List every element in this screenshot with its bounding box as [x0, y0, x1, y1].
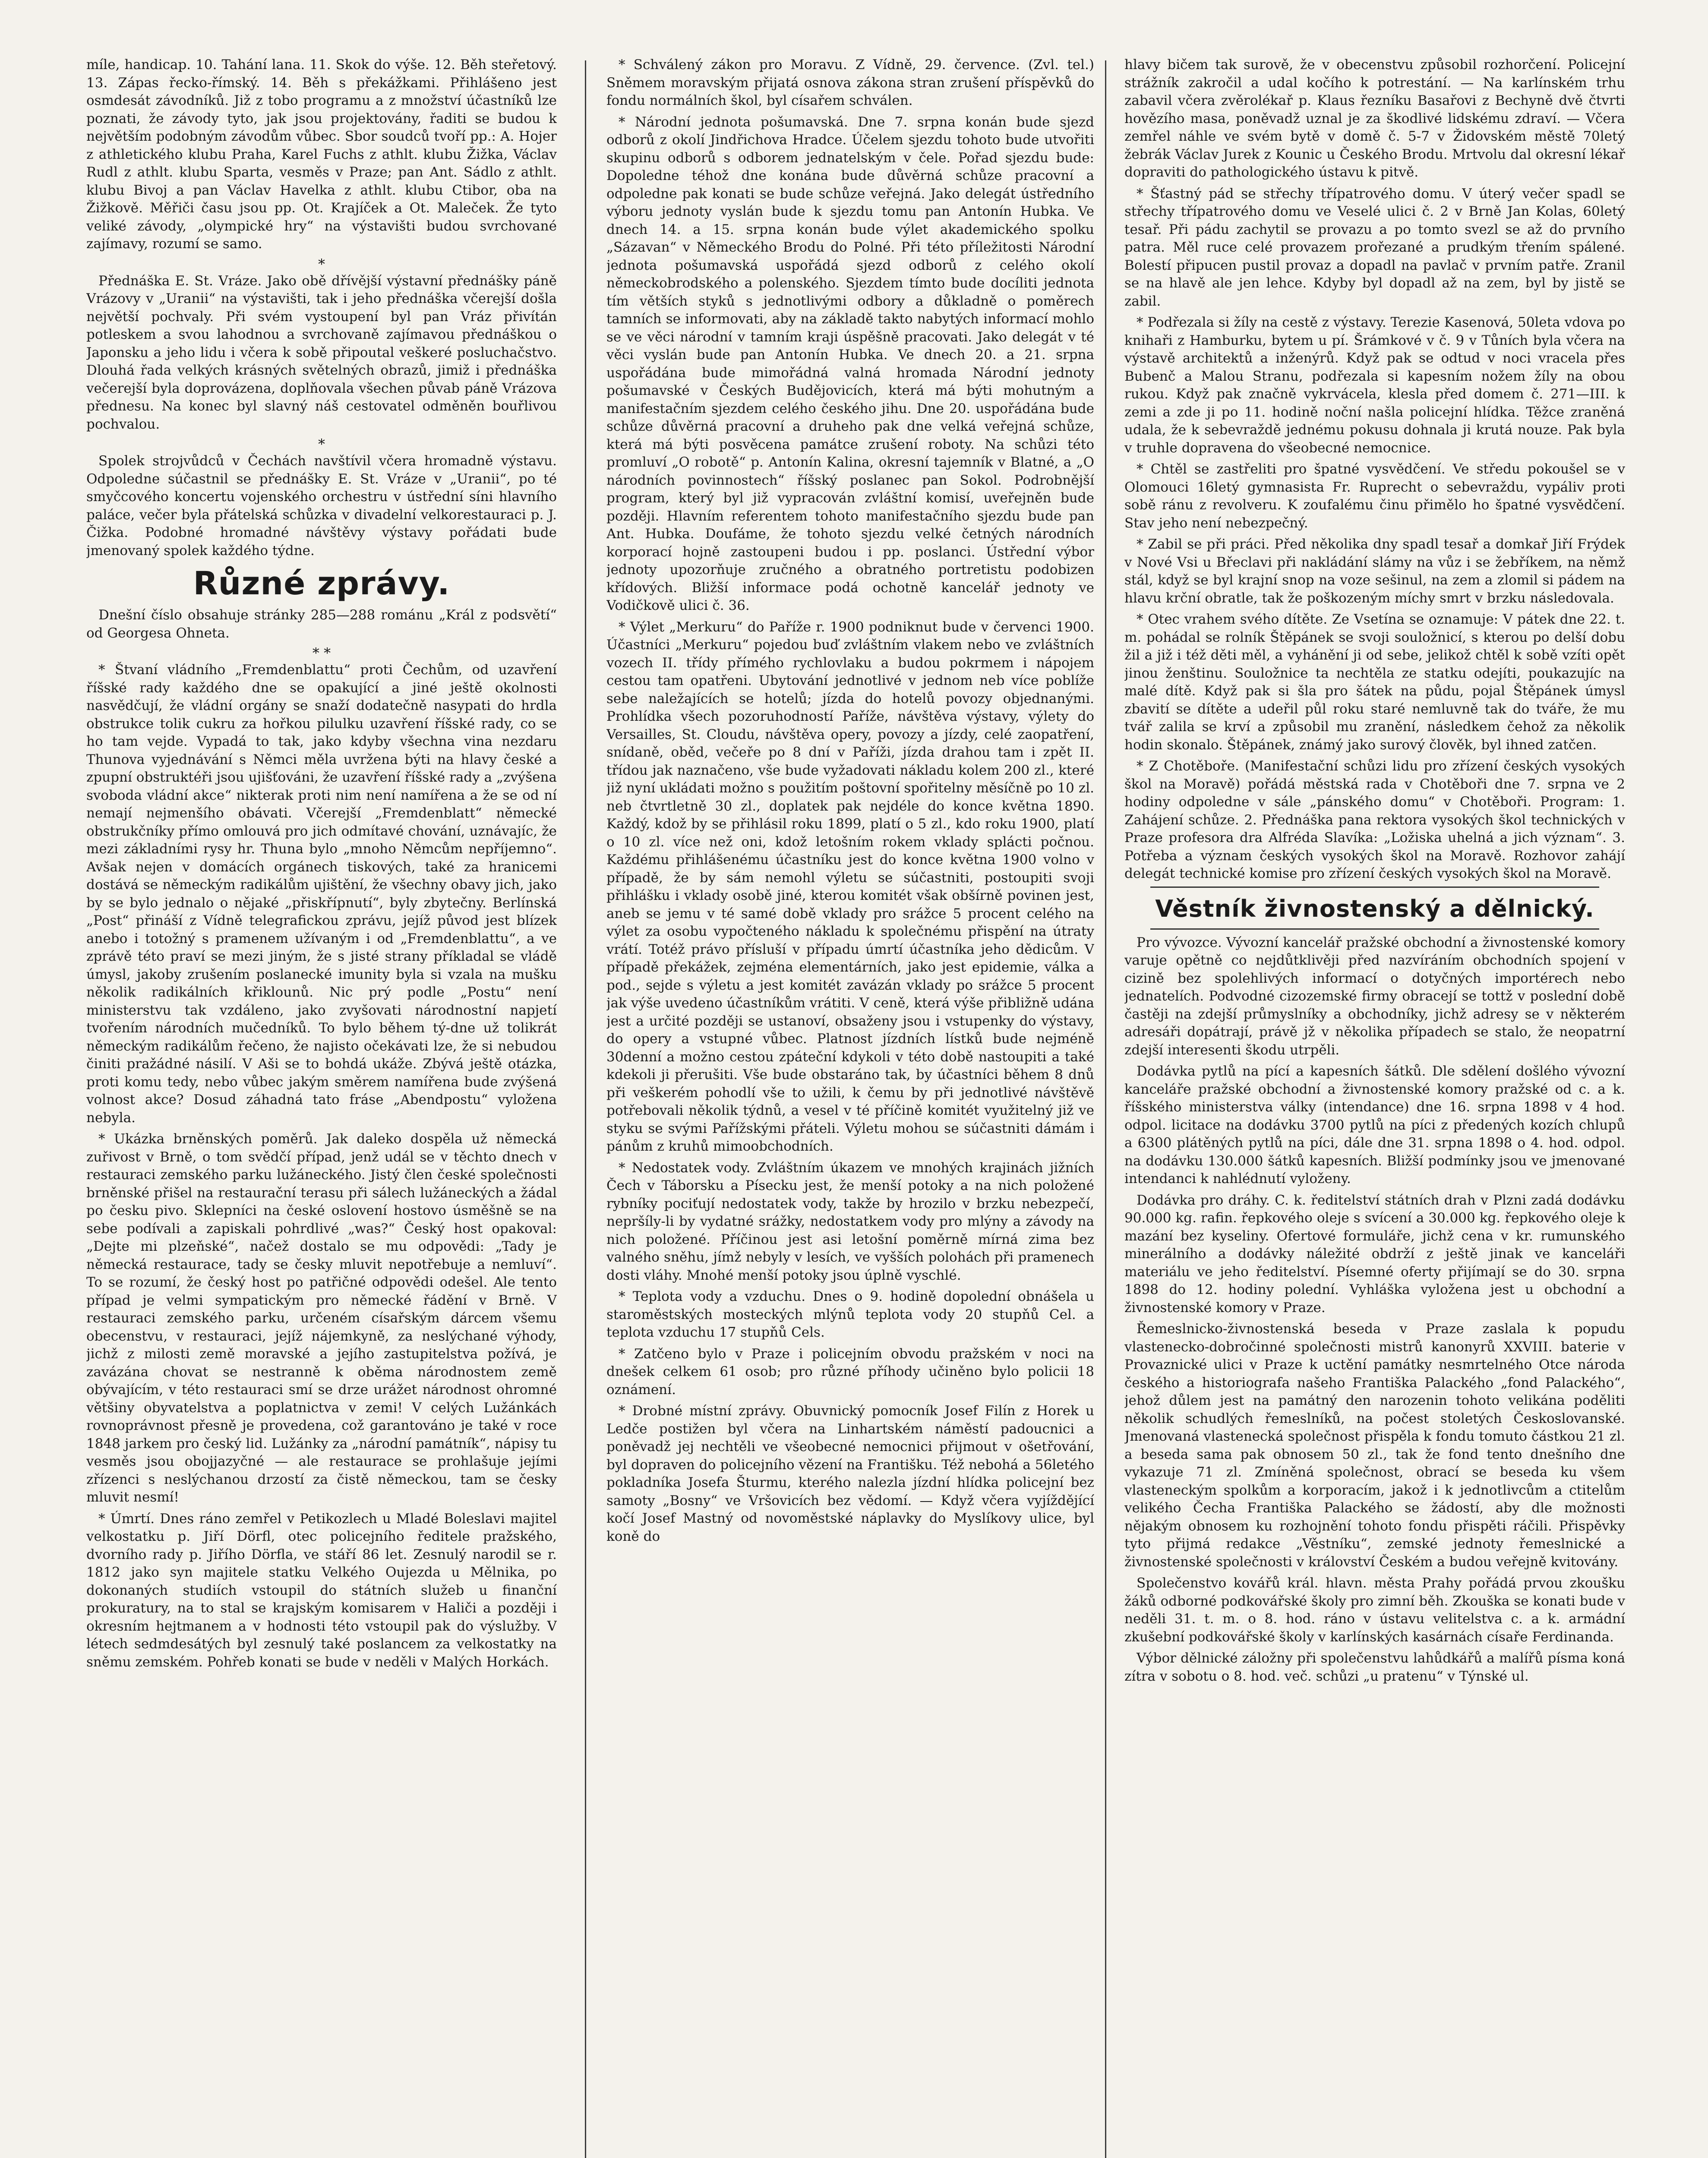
- article-fremdenblatt: * Štvaní vládního „Fremdenblattu“ proti Čechům, od uzavření říšské rady každého dne se opakující a jiné ještě okolnosti nasvědčují, že vládní orgány se snaží dodatečně nasypati do hrdla obstrukce tolik cukru za hořkou pilulku uzavření říšské rady, co se ho tam vejde. Vypadá to tak, jako kdyby všechna vina nezdaru Thunova vyjednávání s Němci měla uvržena býti na hlavy české a zpupní obstruktéři jsou ujišťováni, že uzavření říšské rady a „zvýšena svoboda vládní akce“ nikterak proti nim není namířena a že se od ní nemají nejmenšího obávati. Včerejší „Fremdenblatt“ německé obstrukčníky přímo omlouvá pro jich odmítavé chování, uznávajíc, že mezi základními rysy hr. Thuna bylo „mnoho Němcům nepříjemno“. Avšak nejen v domácích orgánech tiskových, také za hranicemi dostává se německým radikálům ujištění, že všechny obavy jich, jako by se bylo jednalo o nějaké „přiskřípnutí“, byly zbytečny. Berlínská „Post“ přináší z Vídně telegrafickou zprávu, jejíž původ jest blízek anebo i totožný s pramenem užívaným i od „Fremdenblattu“, a ve zprávě této praví se mezi jiným, že s jisté strany příkladal se vládě úmysl, jakoby zrušením poslanecké imunity byla si vzala na mušku několik radikálních křiklounů. Nic prý podle „Postu“ není ministerstvu tak vzdáleno, jako zvyšovati národnostní napjetí tvořením národních mučedníků. To bylo během tý-dne už tolikrát německým radikálům řečeno, že najisto očekávati lze, že si nebudou činiti pražádné násilí. V Aši se to bohdá ukáže. Zbývá ještě otázka, proti komu tedy, nebo vůbec jakým směrem namířena bude zvýšená volnost akce? Dosud záhadná tato fráse „Abendpostu“ vyložena nebyla.: [86, 662, 557, 1126]
- article-zabil-se: * Zabil se při práci. Před několika dny spadl tesař a domkař Jiří Frýdek v Nové Vsi u Břeclavi při nakládání slámy na vůz i se žebříkem, na němž stál, když se byl krajní snop na voze sešinul, na zem a zlomil si pádem na hlavu krční obratle, tak že poškozeným míchy smrt v brzku následovala.: [1124, 536, 1625, 606]
- article-dodavka-drahy: Dodávka pro dráhy. C. k. ředitelství státních drah v Plzni zadá dodávku 90.000 kg. rafin. řepkového oleje s svícení a 30.000 kg. řepkového oleje k mazání bez kyseliny. Ofertové formuláře, jichž cena v kr. rumunského minerálního a dodávky náležité obdrží z ještě jinak ve kanceláři materiálu ve jeho ředitelství. Písemné oferty přijímají se do 30. srpna 1898 do 12. hodiny polední. Vyhláška vyložena jest u obchodní a živnostenské komory v Praze.: [1124, 1192, 1625, 1316]
- article-vraz-lecture: Přednáška E. St. Vráze. Jako obě dřívější výstavní přednášky páně Vrázovy v „Uranii“ na výstavišti, tak i jeho přednáška včerejší došla největší pochvaly. Při svém vystoupení byl pan Vráz přivítán potleskem a svou lahodnou a svrchovaně zajímavou přednáškou o Japonsku a jeho lidu i včera k sobě připoutal veškeré posluchačstvo. Dlouhá řada velkých krásných světelných obrazů, jimiž i přednáška večerejší byla doprovázena, doplňovala všechen půvab páně Vrázova přednesu. Na konec byl slavný náš cestovatel odměněn bouřlivou pochvalou.: [86, 273, 557, 432]
- separator-star: *: [318, 256, 325, 272]
- article-zakon-morava: * Schválený zákon pro Moravu. Z Vídně, 29. července. (Zvl. tel.) Sněmem moravským přijatá osnova zákona stran zrušení příspěvků do fondu normálních škol, byl císařem schválen.: [606, 57, 1094, 108]
- article-chotebor: * Z Chotěboře. (Manifestační schůzi lidu pro zřízení českých vysokých škol na Moravě) pořádá městská rada v Chotěboři dne 7. srpna ve 2 hodiny odpoledne v sále „pánského domu“ v Chotěboři. Program: 1. Zahájení schůze. 2. Přednáška pana rektora vysokých škol technických v Praze profesora dra Alfréda Slavíka: „Ložiska uhelná a jich význam“. 3. Potřeba a význam českých vysokých škol na Moravě. Rozhovor zahájí delegát technické komise pro zřízení českých vysokých škol na Moravě.: [1124, 758, 1625, 881]
- article-brno: * Ukázka brněnských poměrů. Jak daleko dospěla už německá zuřivost v Brně, o tom svědčí případ, jenž udál se v těchto dnech v restauraci zemského parku lužáneckého. Jistý člen české společnosti brněnské přišel na restaurační terasu při sálech lužáneckých a žádal po česku pivo. Sklepníci na české oslovení hostovo úsměšně se na sebe podívali a zapiskali pohrdlivé „was?“ Český host opakoval: „Dejte mi plzeňské“, načež dostalo se mu odpovědi: „Tady je německá restaurace, tady se česky mluvit nepotřebuje a nemluví“. To se rozumí, že český host po patřičné odpovědi odešel. Ale tento případ je velmi sympatickým pro německé řádění v Brně. V restauraci zemského parku, určeném císařským dárcem všemu obecenstvu, v restauraci, jejíž nájemkyně, za neslýchané výhody, jichž z milosti země moravské a jejího zastupitelstva požívá, je zavázána chovat se nestranně k oběma národnostem země obývajícím, v této restauraci smí se drze urážet národnost ohromné většiny obyvatelstva a poplatnictva v zemi! V celých Lužánkách rovnoprávnost přesně je provedena, což garantováno je také v roce 1848 jarkem pro český lid. Lužánky za „národní památník“, nápisy tu vesměs jsou obojjazyčné — ale restaurace se prohlašuje jejími zřízenci s neslýchanou drzostí za čistě německou, tam se česky mluvit nesmí!: [86, 1131, 557, 1505]
- article-sport-continuation: míle, handicap. 10. Tahání lana. 11. Skok do výše. 12. Běh steřetový. 13. Zápas řecko-římský. 14. Běh s překážkami. Přihlášeno jest osmdesát závodníků. Již z tobo programu a z množství účastníků lze poznati, že závody tyto, jak jsou projektovány, řaditi se budou k největším podobným závodům vůbec. Sbor soudců tvoří pp.: A. Hojer z athletického klubu Praha, Karel Fuchs z athlt. klubu Žižka, Václav Rudl z athlt. klubu Sparta, vesměs v Praze; pan Ant. Sádlo z athlt. klubu Bivoj a pan Václav Havelka z athlt. klubu Ctibor, oba na Žižkově. Měřiči času jsou pp. Ot. Krajíček a Ot. Maleček. Že tyto veliké závody, „olympické hry“ na výstavišti budou svrchované zajímavy, rozumí se samo.: [86, 57, 557, 252]
- column-middle: [606, 56, 1094, 2158]
- article-nedostatek-vody: * Nedostatek vody. Zvláštním úkazem ve mnohých krajinách jižních Čech v Táborsku a Písecku jest, že menší potoky a na nich položené rybníky pociťují nedostatek vody, takže by hrozilo v brzku nebezpečí, nepršíly-li by vydatné srážky, nedostatkem vody pro mlýny a závody na nich položené. Příčinou jest asi letošní poměrně mírná zima bez valného sněhu, jímž nebyly v lesích, ve vyšších polohách při pramenech dosti vláhy. Mnohé menší potoky jsou úplně vyschlé.: [606, 1160, 1094, 1283]
- article-novel-notice: Dnešní číslo obsahuje stránky 285—288 románu „Král z podsvětí“ od Georgesa Ohneta.: [86, 607, 557, 641]
- section-heading-ruzne-zpravy: Různé zprávy.: [193, 565, 450, 602]
- article-narodni-jednota: * Národní jednota pošumavská. Dne 7. srpna konán bude sjezd odborů z okolí Jindřichova Hradce. Účelem sjezdu tohoto bude utvořiti skupinu odborů s odborem jednatelským v čele. Pořad sjezdu bude: Dopoledne téhož dne konána bude důvěrná schůze pracovní a odpoledne pak konati se bude schůze veřejná. Jako delegát ústředního výboru jednoty vyslán bude k sjezdu tomu pan Antonín Hubka. Ve dnech 14. a 15. srpna konán bude výlet akademického spolku „Sázavan“ v Německého Brodu do Polné. Při této příležitosti Národní jednota pošumavská uspořádá sjezd odborů z celého okolí německobrodského a polenského. Sjezdem tímto bude docíliti jednota tím větších styků s jednotlivými odbory a důkladně o poměrech tamních se informovati, aby na základě takto nabytých informací mohlo se ve věci národní v tamním kraji úspěšně pracovati. Jako delegát v té věci vyslán bude pan Antonín Hubka. Ve dnech 20. a 21. srpna uspořádána bude mimořádná valná hromada Národní jednoty pošumavské v Českých Budějovicích, která má býti mohutným a manifestačním sjezdem celého českého jihu. Dne 20. uspořádána bude schůze důvěrná pracovní a druheho pak dne velká veřejná schůze, která má býti posvěcena památce zrušení roboty. Na schůzi této promluví „O robotě“ p. Antonín Kalina, okresní tajemník v Blatné, a „O národních povinnostech“ říšský poslanec pan Sokol. Podrobnější program, který byl již vypracován zvláštní komisí, uveřejněn bude později. Hlavním referentem tohoto manifestačního sjezdu bude pan Ant. Hubka. Doufáme, že tohoto sjezdu velké četných národních korporací hojně zastoupeni budou i pp. poslanci. Ústřední výbor jednoty upozorňuje zručného a obratného portretistu podobizen křídových. Bližší informace podá ochotně kancelář jednoty ve Vodičkově ulici č. 36.: [606, 114, 1094, 613]
- article-zatceno: * Zatčeno bylo v Praze i policejním obvodu pražském v noci na dnešek celkem 61 osob; pro různé příhody učiněno bylo policii 18 oznámení.: [606, 1346, 1094, 1398]
- divider: [1150, 928, 1599, 930]
- article-merkur-pariz: * Výlet „Merkuru“ do Paříže r. 1900 podniknut bude v červenci 1900. Účastníci „Merkuru“ pojedou buď zvláštním vlakem nebo ve zvláštních vozech II. třídy přímého rychlovlaku a budou pokrmem i nápojem cestou tam opatřeni. Ubytování jednotlivé v jednom neb více poblíže sebe naležajících se hotelů; jízda do hotelů povozy objednanými. Prohlídka všech pozoruhodností Paříže, návštěva výstavy, výlety do Versailles, St. Cloudu, návštěva opery, povozy a jízdy, celé zaopatření, snídaně, oběd, večeře po 8 dní v Paříži, jízda drahou tam i zpět II. třídou jak naznačeno, vše bude vyžadovati nákladu kolem 200 zl., které již nyní ukládati možno s použitím poštovní spořitelny měsíčně po 10 zl. neb čtvrtletně 30 zl., doplatek pak nejdéle do konce května 1890. Každý, kdož by se přihlásil roku 1899, platí o 5 zl., kdo roku 1900, platí o 10 zl. více než oni, kdož letošním rokem vklady splácti počnou. Každému přihlášenému účastníku jest do konce května 1900 volno v případě, že by sám nemohl výletu se súčastniti, postoupiti svoji přihlášku i vklady osobě jiné, kterou komitét však obšírně povinen jest, aneb se jemu v té samé době vklady pro srážce 5 procent celého na výlet za osobu vypočteného nákladu k společnému přispění na útraty vrátí. Totéž právo přísluší v případu úmrtí účastníka jeho dědicům. V případě překážek, zejména elementárních, jako jest epidemie, válka a pod., sejde s výletu a jest komitét zavázán vklady po srážce 5 procent jak výše uvedeno účastníkům vrátiti. V ceně, která výše přibližně udána jest a určité později se ustanoví, obsaženy jsou i vstupenky do výstavy, do opery a vstupné vůbec. Platnost jízdních lístků bude nejméně 30denní a možno cestou zpáteční kdykoli v této době nastoupiti a také kdekoli ji přerušiti. Vše bude obstaráno tak, by účastníci během 8 dnů při veškerém pohodlí vše to užili, k čemu by při jednotlivé návštěvě potřebovali několik týdnů, a vesel v té příčině komitét využitelný již ve styku se svými Pařížskými přáteli. Výletu mohou se súčastniti dámám i pánům z kruhů mimoobchodních.: [606, 619, 1094, 1154]
- divider: [1150, 887, 1599, 888]
- article-umrti: * Úmrtí. Dnes ráno zemřel v Petikozlech u Mladé Boleslavi majitel velkostatku p. Jiří Dörfl, otec policejního ředitele pražského, dvorního rady p. Jiřího Dörfla, ve stáří 86 let. Zesnulý narodil se r. 1812 jako syn majitele statku Velkého Oujezda u Mělnika, po dokonaných studiích vstoupil do státních služeb u finanční prokuratury, na to stal se krajským komisarem v Haliči a později i okresním hejtmanem a v hodnosti této vstoupil pak do výslužby. V létech sedmdesátých byl zesnulý také poslancem za velkostatky na sněmu zemském. Pohřeb konati se bude v neděli v Malých Horkách.: [86, 1511, 557, 1670]
- column-left: [86, 56, 557, 2158]
- article-continuation: hlavy bičem tak surově, že v obecenstvu způsobil rozhorčení. Policejní strážník zakročil a udal kočího k potrestání. — Na karlínském trhu zabavil včera zvěrolékař p. Klaus řezníku Basařovi z Bechyně dvě čtvrti hovězího masa, poněvadž uznal je za škodlivé lidskému zdraví. — Včera zemřel náhle ve svém bytě v domě č. 5-7 v Židovském městě 70letý žebrák Václav Jurek z Kounic u Českého Brodu. Mrtvolu dal okresní lékař dopraviti do pathologického ústavu k pitvě.: [1124, 57, 1625, 180]
- article-otec-vrahem: * Otec vrahem svého dítěte. Ze Vsetína se oznamuje: V pátek dne 22. t. m. pohádal se rolník Štěpánek se svoji souložnicí, s kterou po delší dobu žil a již i též děti měl, a vyhánění ji od sebe, jelikož chtěl k sobě vzíti opět jinou ženštinu. Souložnice ta nechtěla ze statku odejíti, poukazujíc na malé dítě. Když pak si šla pro šátek na půdu, pojal Štěpánek úmysl zbavití se dítěte a udeřil půl roku staré nemluvně tak do tváře, že mu tvář zalila se krví a způsobil mu zranění, následkem čehož za několik hodin skonalo. Štěpánek, známý jako surový člověk, byl ihned zatčen.: [1124, 612, 1625, 753]
- article-pro-vyvozce: Pro vývozce. Vývozní kancelář pražské obchodní a živnostenské komory varuje opětně co nejdůtklivěji před nazvíráním obchodních spojení v cizině bez spolehlivých informací o dotyčných importérech nebo jednatelích. Podvodné cizozemské firmy obracejí se tottž v poslední době častěji na zdejší průmyslníky a obchodníky, jichž adresy se v některém adresáři dopátrají, právě jž v několika případech se stalo, že neopatrní zdejší interesenti škodu utrpěli.: [1124, 934, 1625, 1058]
- article-pad-se-strechy: * Šťastný pád se střechy třípatrového domu. V úterý večer spadl se střechy třípatrového domu ve Veselé ulici č. 2 v Brně Jan Kolas, 60letý tesař. Při pádu zachytil se provazu a po tomto svezl se až do prvního patra. Měl ruce celé provazem prořezané a prudkým třením spálené. Bolestí připucen pustil provaz a dopadl na pavlač v prvním patře. Zranil se na hlavě ale jen lehce. Kdyby byl dopadl až na zem, byl by jistě se zabil.: [1124, 186, 1625, 309]
- article-drobne-zpravy: * Drobné místní zprávy. Obuvnický pomocník Josef Filín z Horek u Ledče postižen byl včera na Linhartském náměstí padoucnici a poněvadž jej nechtěli ve všeobecné nemocnici přijmout v ošetřování, byl dopraven do policejního vězení na Františku. Též nebohá a 56letého pokladníka Josefa Šturmu, kterého nalezla jízdní hlídka policejní bez samoty „Bosny“ ve Vršovicích bez vědomí. — Když včera vyjíždějící kočí Josef Mastný od novoměstské náplavky do Myslíkovy ulice, byl koně do: [606, 1403, 1094, 1544]
- article-teplota: * Teplota vody a vzduchu. Dnes o 9. hodině dopolední obnášela u staroměstských mosteckých mlýnů teplota vody 20 stupňů Cel. a teplota vzduchu 17 stupňů Cels.: [606, 1289, 1094, 1340]
- column-right: [1124, 56, 1625, 2158]
- article-strojvudci: Spolek strojvůdců v Čechách navštívil včera hromadně výstavu. Odpoledne súčastnil se přednášky E. St. Vráze v „Uranii“, po té smyčcového koncertu vojenského orchestru v ústřední síni hlavního paláce, večer byla přátelská schůzka v divadelní velkorestauraci p. J. Čižka. Podobné hromadné návštěvy výstavy pořádati bude jmenovaný spolek každého týdne.: [86, 453, 557, 558]
- separator-star: * *: [312, 645, 331, 661]
- article-podrezala: * Podřezala si žíly na cestě z výstavy. Terezie Kasenová, 50leta vdova po knihaři z Hamburku, bytem u pí. Šrámkové v č. 9 v Tůních byla včera na výstavě architektů a inženýrů. Když pak se odtud v noci vracela přes Bubenč a Malou Stranu, podřezala si kapesním nožem žíly na obou rukou. Když pak značně vykrvácela, klesla před domem č. 271—III. k zemi a zde ji po 11. hodině noční našla policejní hlídka. Těžce zraněná udala, že k sebevraždě jednému pokusu dohnala ji krutá nouze. Pak byla v truhle dopravena do všeobecné nemocnice.: [1124, 315, 1625, 456]
- separator-star: *: [318, 436, 325, 452]
- article-vybor-zalozny: Výbor dělnické záložny při společenstvu lahůdkářů a malířů písma koná zítra v sobotu o 8. hod. več. schůzi „u pratenu“ v Týnské ul.: [1124, 1650, 1625, 1684]
- column-rule-2: [1105, 60, 1106, 2158]
- article-dodavka-pytlu: Dodávka pytlů na pící a kapesních šátků. Dle sdělení došlého vývozní kanceláře pražské obchodní a živnostenské komory pražské od c. a k. říšského ministerstva války (intendance) dne 16. srpna 1898 v 4 hod. odpol. licitace na dodávku 3700 pytlů na píci z předených kozích chlupů a 6300 plátěných pytlů na píci, dále dne 31. srpna 1898 o 4. hod. odpol. na dodávku 130.000 šátků kapesních. Bližší podmínky jsou ve jmenované intendanci k nahlédnutí vyloženy.: [1124, 1063, 1625, 1186]
- article-spolecenstvo-kovaru: Společenstvo kovářů král. hlavn. města Prahy pořádá prvou zkoušku žáků odborné podkovářské školy pro zimní běh. Zkouška se konati bude v neděli 31. t. m. o 8. hod. ráno v ústavu velitelstva c. a k. armádní zkušební podkovářské školy v karlínských kasárnách císaře Ferdinanda.: [1124, 1575, 1625, 1645]
- article-vysvedceni: * Chtěl se zastřeliti pro špatné vysvědčení. Ve středu pokoušel se v Olomouci 16letý gymnasista Fr. Ruprecht o sebevraždu, vypáliv proti sobě ránu z revolveru. K zoufalému činu přimělo ho špatné vysvědčení. Stav jeho není nebezpečný.: [1124, 461, 1625, 531]
- article-remeslnicka-beseda: Řemeslnicko-živnostenská beseda v Praze zaslala k popudu vlastenecko-dobročinné společnosti mistrů kanonyrů XXVIII. baterie v Provaznické ulici v Praze k uctění památky nesmrtelného Otce národa českého a historiografa našeho Františka Palackého „fond Palackého“, jehož důlem jest na památný den narozenin tohoto velikána poděliti několik schudlých řemeslníků, na počest stoletých Českoslovanské. Jmenovaná vlastenecká společnost přispěla k fondu tomuto částkou 21 zl. a beseda sama pak obnosem 50 zl., tak že fond tento dnešního dne vykazuje 71 zl. Zmíněná společnost, obrací se beseda ku všem vlasteneckým spolkům a korporacím, jakož i k jednotlivcům a ctitelům velikého Čecha Františka Palackého se žádostí, aby dle možnosti nějakým obnosem ku rozhojnění tohoto fondu přispěti ráčili. Přispěvky tyto přijmá redakce „Věstníku“, zemské jednoty řemeslnické a živnostenské společnosti v království Českém a budou veřejně kvitovány.: [1124, 1321, 1625, 1570]
- column-rule-1: [585, 60, 586, 2158]
- section-heading-vestnik: Věstník živnostenský a dělnický.: [1155, 895, 1594, 922]
